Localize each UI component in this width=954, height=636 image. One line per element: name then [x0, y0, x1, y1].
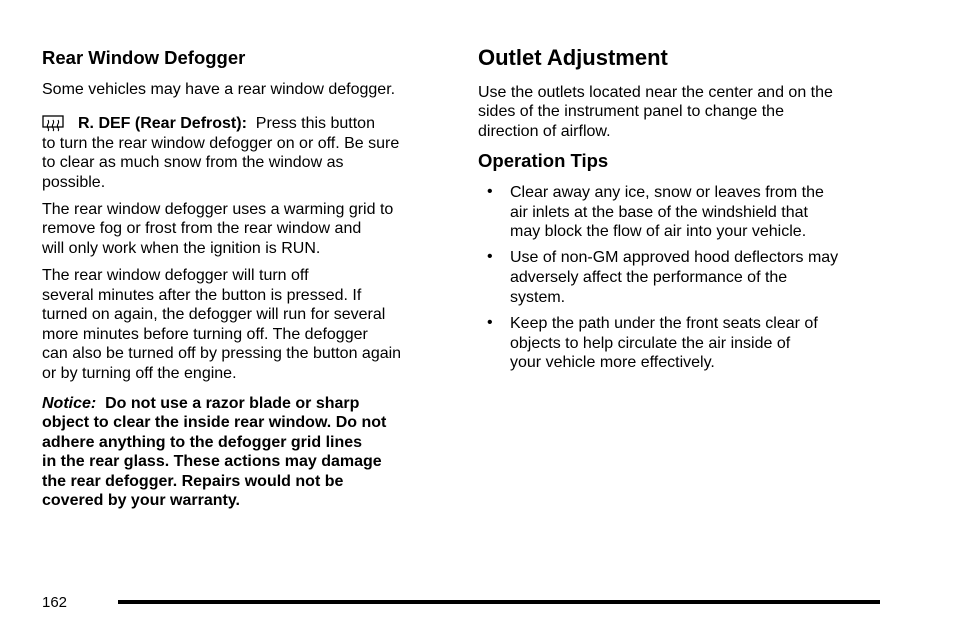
- bullet-icon: •: [487, 183, 493, 200]
- section-title-outlet-adjustment: Outlet Adjustment: [478, 45, 668, 70]
- tip-line: Use of non-GM approved hood deflectors may: [510, 249, 839, 266]
- notice-line: covered by your warranty.: [42, 492, 240, 509]
- rdef-line: to clear as much snow from the window as: [42, 154, 344, 171]
- tip-line: Keep the path under the front seats clear of: [510, 315, 818, 332]
- rdef-line: possible.: [42, 174, 106, 191]
- bullet-icon: •: [487, 248, 493, 265]
- para3-line: or by turning off the engine.: [42, 365, 237, 382]
- subsection-title-operation-tips: Operation Tips: [478, 150, 609, 171]
- rdef-label: R. DEF (Rear Defrost):: [78, 115, 247, 132]
- notice-line: object to clear the inside rear window. Do not: [42, 414, 387, 431]
- bullet-icon: •: [487, 314, 493, 331]
- footer-rule: [118, 600, 880, 604]
- tip-line: objects to help circulate the air inside of: [510, 335, 791, 352]
- para3-line: turned on again, the defogger will run for several: [42, 306, 386, 323]
- notice-line: adhere anything to the defogger grid lines: [42, 434, 363, 451]
- notice-first-line: Do not use a razor blade or sharp: [105, 395, 360, 412]
- page-number: 162: [42, 594, 68, 611]
- outlet-intro-line: Use the outlets located near the center and on the: [478, 84, 833, 101]
- rdef-first-line: Press this button: [255, 115, 375, 132]
- para3-line: several minutes after the button is pressed. If: [42, 287, 362, 304]
- tip-line: may block the flow of air into your vehicle.: [510, 223, 807, 240]
- tip-line: system.: [510, 289, 566, 306]
- rear-defrost-icon: [42, 115, 64, 132]
- notice-line: the rear defogger. Repairs would not be: [42, 473, 344, 490]
- notice-line: in the rear glass. These actions may damage: [42, 453, 382, 470]
- para2-line: remove fog or frost from the rear window and: [42, 220, 362, 237]
- para2-line: The rear window defogger uses a warming grid to: [42, 201, 394, 218]
- tip-line: adversely affect the performance of the: [510, 269, 788, 286]
- section-title-rear-window-defogger: Rear Window Defogger: [42, 47, 246, 68]
- defogger-intro: Some vehicles may have a rear window defogger.: [42, 81, 396, 98]
- para3-line: The rear window defogger will turn off: [42, 267, 309, 284]
- tip-line: air inlets at the base of the windshield that: [510, 204, 808, 221]
- outlet-intro-line: direction of airflow.: [478, 123, 611, 140]
- tip-line: your vehicle more effectively.: [510, 354, 715, 371]
- para3-line: can also be turned off by pressing the button again: [42, 345, 402, 362]
- para3-line: more minutes before turning off. The defogger: [42, 326, 368, 343]
- tip-line: Clear away any ice, snow or leaves from the: [510, 184, 824, 201]
- notice-line-0: [42, 394, 359, 414]
- rdef-line: to turn the rear window defogger on or off. Be sure: [42, 135, 400, 152]
- notice-label: Notice:: [42, 395, 97, 412]
- rdef-line-0: [78, 114, 375, 134]
- para2-line: will only work when the ignition is RUN.: [42, 240, 321, 257]
- outlet-intro-line: sides of the instrument panel to change the: [478, 103, 784, 120]
